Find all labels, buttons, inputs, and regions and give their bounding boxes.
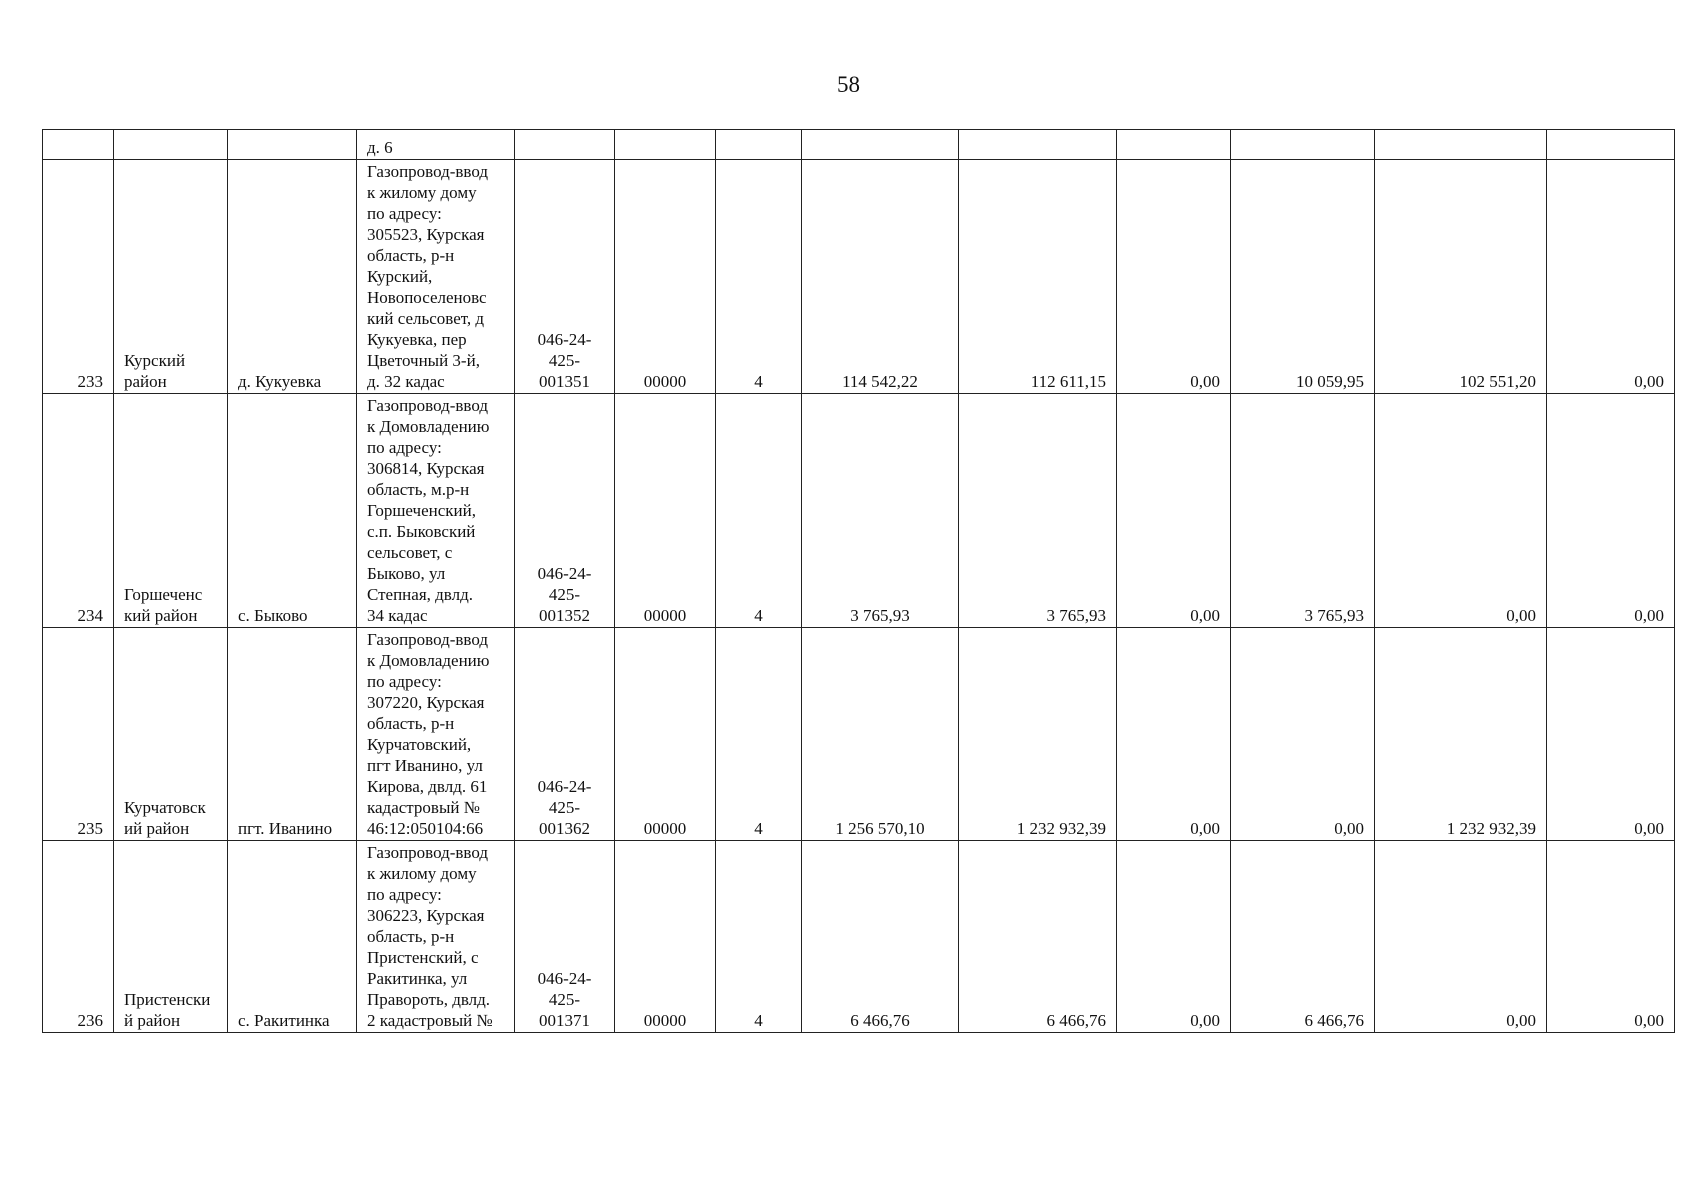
value-cell: 0,00 — [1547, 841, 1675, 1033]
description-cell: Газопровод-ввод к жилому дому по адресу: 306223, Курская область, р-н Пристенский, с Ракитинка, ул Правороть, двлд. 2 кадастровый № — [357, 841, 515, 1033]
row-number: 236 — [43, 841, 114, 1033]
code2-cell: 00000 — [615, 841, 716, 1033]
category-cell: 4 — [716, 628, 802, 841]
district-cell: Курский район — [114, 160, 228, 394]
category-cell: 4 — [716, 841, 802, 1033]
value-cell: 1 256 570,10 — [802, 628, 959, 841]
value-cell: 0,00 — [1117, 394, 1231, 628]
code-cell: 046-24- 425- 001351 — [515, 160, 615, 394]
row-number: 234 — [43, 394, 114, 628]
value-cell: 0,00 — [1231, 628, 1375, 841]
row-number: 233 — [43, 160, 114, 394]
value-cell: 102 551,20 — [1375, 160, 1547, 394]
value-cell: 112 611,15 — [959, 160, 1117, 394]
code-cell: 046-24- 425- 001362 — [515, 628, 615, 841]
value-cell: 6 466,76 — [802, 841, 959, 1033]
district-cell: Горшеченс кий район — [114, 394, 228, 628]
value-cell: 0,00 — [1375, 394, 1547, 628]
value-cell: 0,00 — [1547, 628, 1675, 841]
code-cell: 046-24- 425- 001371 — [515, 841, 615, 1033]
locality-cell: пгт. Иванино — [228, 628, 357, 841]
description-cell: Газопровод-ввод к Домовладению по адресу: 307220, Курская область, р-н Курчатовский, пгт Иванино, ул Кирова, двлд. 61 кадастровый № 46:12:050104:66 — [357, 628, 515, 841]
table-cell — [1547, 130, 1675, 160]
table-row — [43, 841, 1675, 1033]
value-cell: 0,00 — [1375, 841, 1547, 1033]
value-cell: 114 542,22 — [802, 160, 959, 394]
table-cell — [1117, 130, 1231, 160]
table-cell — [716, 130, 802, 160]
table-cell — [802, 130, 959, 160]
table-cell — [228, 130, 357, 160]
value-cell: 6 466,76 — [1231, 841, 1375, 1033]
continuation-row — [43, 130, 1675, 160]
value-cell: 0,00 — [1117, 160, 1231, 394]
code2-cell: 00000 — [615, 160, 716, 394]
description-cell: Газопровод-ввод к жилому дому по адресу: 305523, Курская область, р-н Курский, Новопоселеновс кий сельсовет, д Кукуевка, пер Цветочный 3-й, д. 32 кадас — [357, 160, 515, 394]
code2-cell: 00000 — [615, 628, 716, 841]
category-cell: 4 — [716, 160, 802, 394]
district-cell: Курчатовск ий район — [114, 628, 228, 841]
value-cell: 1 232 932,39 — [1375, 628, 1547, 841]
value-cell: 10 059,95 — [1231, 160, 1375, 394]
value-cell: 0,00 — [1117, 841, 1231, 1033]
description-cell: Газопровод-ввод к Домовладению по адресу: 306814, Курская область, м.р-н Горшеченский, с.п. Быковский сельсовет, с Быково, ул Степная, двлд. 34 кадас — [357, 394, 515, 628]
value-cell: 3 765,93 — [959, 394, 1117, 628]
value-cell: 3 765,93 — [1231, 394, 1375, 628]
value-cell: 6 466,76 — [959, 841, 1117, 1033]
table-row — [43, 628, 1675, 841]
locality-cell: с. Быково — [228, 394, 357, 628]
value-cell: 1 232 932,39 — [959, 628, 1117, 841]
table-cell — [615, 130, 716, 160]
category-cell: 4 — [716, 394, 802, 628]
locality-cell: с. Ракитинка — [228, 841, 357, 1033]
table-row — [43, 160, 1675, 394]
data-table — [42, 129, 1675, 1033]
value-cell: 0,00 — [1547, 160, 1675, 394]
row-number: 235 — [43, 628, 114, 841]
table-row — [43, 394, 1675, 628]
table-cell — [515, 130, 615, 160]
value-cell: 0,00 — [1547, 394, 1675, 628]
table-cell — [959, 130, 1117, 160]
district-cell: Пристенски й район — [114, 841, 228, 1033]
code-cell: 046-24- 425- 001352 — [515, 394, 615, 628]
code2-cell: 00000 — [615, 394, 716, 628]
table-cell — [1375, 130, 1547, 160]
table-cell — [43, 130, 114, 160]
value-cell: 0,00 — [1117, 628, 1231, 841]
locality-cell: д. Кукуевка — [228, 160, 357, 394]
table-cell — [114, 130, 228, 160]
value-cell: 3 765,93 — [802, 394, 959, 628]
page-number: 58 — [837, 72, 860, 97]
continuation-text: д. 6 — [357, 130, 515, 160]
table-cell — [1231, 130, 1375, 160]
